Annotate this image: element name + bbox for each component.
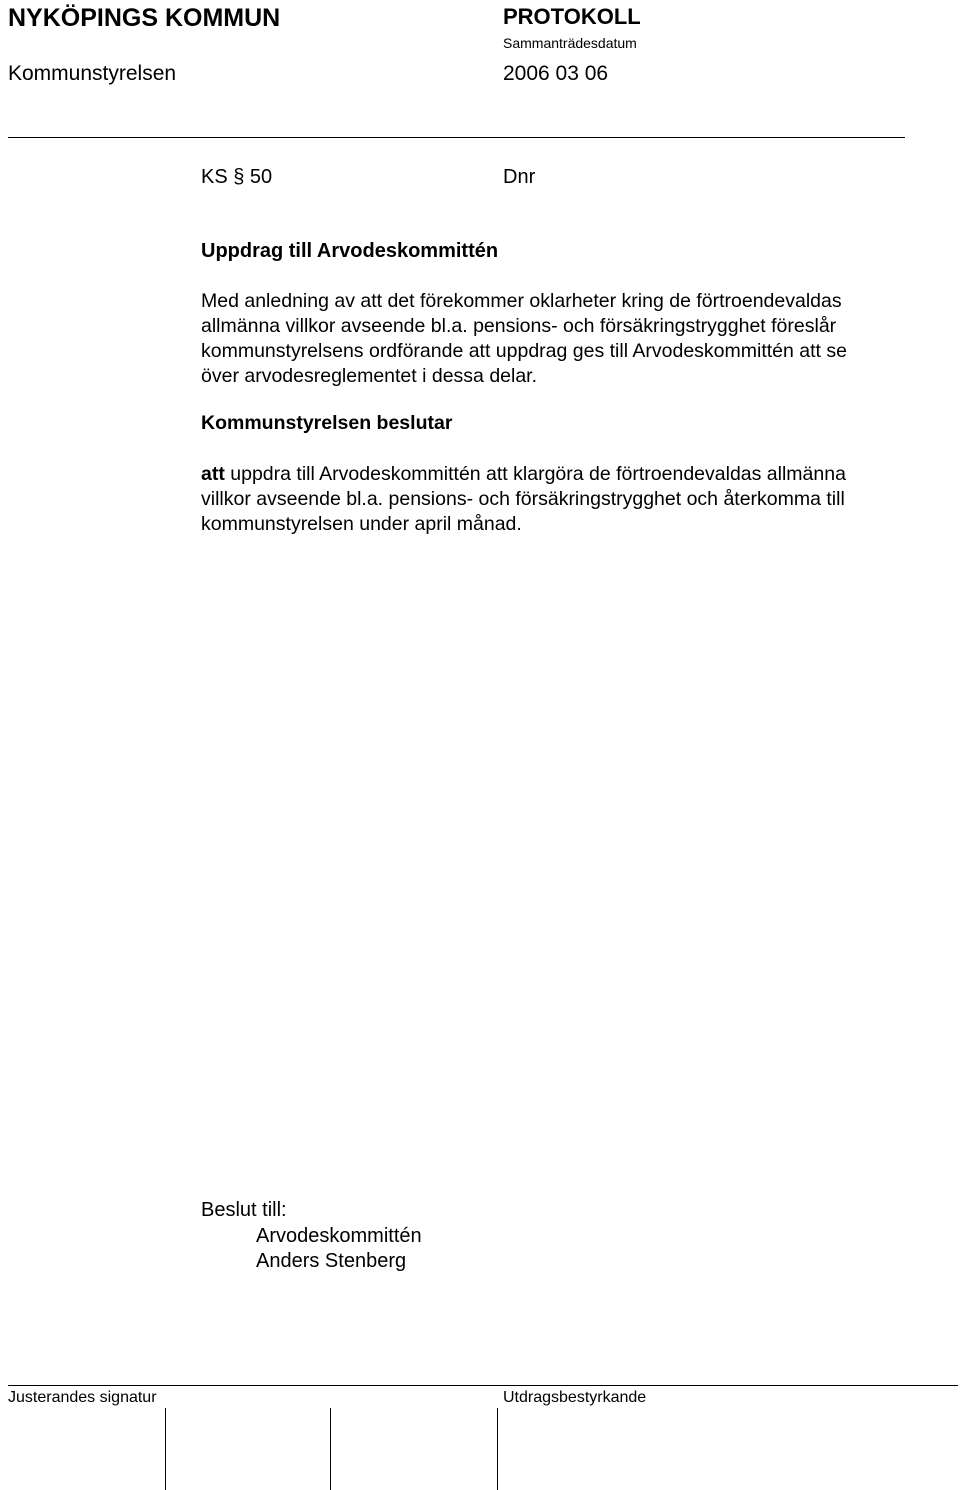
organization-name: NYKÖPINGS KOMMUN — [8, 4, 281, 32]
decision-heading: Kommunstyrelsen beslutar — [201, 412, 453, 434]
signature-label: Justerandes signatur — [8, 1389, 157, 1406]
decision-line-rest: uppdra till Arvodeskommittén att klargöra de förtroendevaldas allmänna — [224, 463, 846, 485]
document-type: PROTOKOLL — [503, 4, 641, 29]
paragraph-line: Med anledning av att det förekommer oklarheter kring de förtroendevaldas — [201, 290, 842, 312]
committee-name: Kommunstyrelsen — [8, 62, 177, 85]
matter-title: Uppdrag till Arvodeskommittén — [201, 240, 499, 262]
signature-box-divider — [330, 1408, 331, 1490]
distribution-label: Beslut till: — [201, 1199, 287, 1221]
decision-lead-word: att — [201, 463, 225, 485]
case-dnr: Dnr — [503, 166, 536, 188]
paragraph-line: kommunstyrelsen under april månad. — [201, 513, 522, 535]
distribution-list — [256, 1224, 422, 1274]
signature-box-divider — [497, 1408, 498, 1490]
footer-divider — [8, 1385, 958, 1386]
case-paragraph: KS § 50 — [201, 166, 273, 188]
distribution-recipient: Anders Stenberg — [256, 1250, 407, 1272]
background-paragraph — [201, 289, 847, 389]
signature-box-divider — [165, 1408, 166, 1490]
header-divider — [8, 137, 905, 138]
decision-paragraph — [201, 462, 846, 537]
paragraph-line: allmänna villkor avseende bl.a. pensions- och försäkringstrygghet föreslår — [201, 315, 837, 337]
certification-label: Utdragsbestyrkande — [503, 1389, 647, 1406]
meeting-date-label: Sammanträdesdatum — [503, 35, 637, 51]
paragraph-line: över arvodesreglementet i dessa delar. — [201, 365, 538, 387]
paragraph-line — [201, 462, 846, 487]
paragraph-line: villkor avseende bl.a. pensions- och försäkringstrygghet och återkomma till — [201, 488, 845, 510]
meeting-date: 2006 03 06 — [503, 62, 609, 85]
distribution-recipient: Arvodeskommittén — [256, 1225, 422, 1247]
paragraph-line: kommunstyrelsens ordförande att uppdrag ges till Arvodeskommittén att se — [201, 340, 847, 362]
